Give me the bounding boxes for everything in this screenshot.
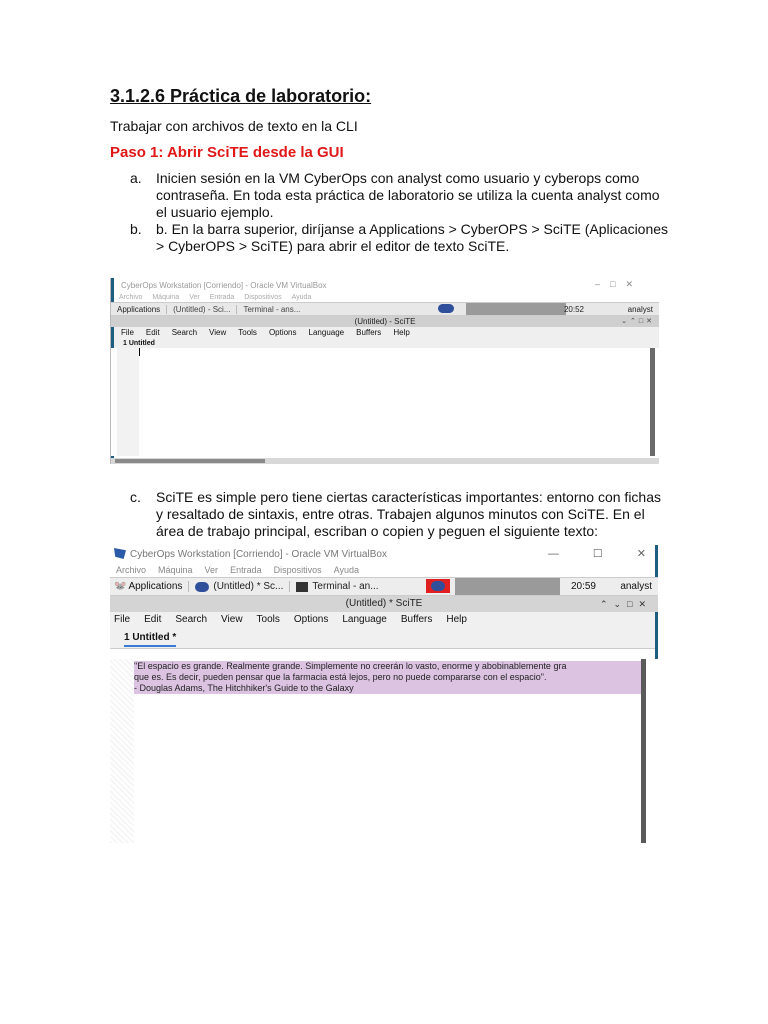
step-heading: Paso 1: Abrir SciTE desde la GUI (110, 144, 344, 161)
list-marker: b. (130, 221, 142, 237)
line-margin (110, 659, 134, 843)
vbox-menu-archivo[interactable]: Archivo (116, 565, 147, 575)
menu-help[interactable]: Help (393, 328, 410, 337)
scite-icon (195, 582, 209, 592)
editor-area[interactable] (110, 659, 658, 843)
scite-menubar (111, 327, 659, 338)
text-line: que es. Es decir, pueden pensar que la farmacia está lejos, pero no puede compararse con el espacio". (134, 672, 644, 683)
vbox-menu-ayuda[interactable]: Ayuda (291, 293, 312, 301)
list-item-text: Inicien sesión en la VM CyberOps con analyst como usuario y cyberops como contraseña. En toda esta práctica de laboratorio se utiliza la cuenta analyst como el usuario ejemplo. (156, 170, 660, 220)
vbox-menu-ver[interactable]: Ver (204, 565, 219, 575)
vbox-menu-ver[interactable]: Ver (189, 293, 200, 301)
task-scite[interactable]: (Untitled) - Sci... (166, 305, 236, 314)
vbox-menu-ayuda[interactable]: Ayuda (333, 565, 359, 575)
applications-menu[interactable]: Applications (117, 304, 161, 314)
menu-buffers[interactable]: Buffers (356, 328, 382, 337)
tab-untitled[interactable]: 1 Untitled (123, 340, 155, 350)
menu-edit[interactable]: Edit (145, 328, 160, 337)
menu-file[interactable]: File (121, 328, 134, 337)
window-controls[interactable]: –□✕ (595, 279, 643, 289)
list-item (130, 489, 670, 540)
menu-language[interactable]: Language (342, 614, 387, 625)
vbox-menu-entrada[interactable]: Entrada (230, 565, 262, 575)
vbox-title: CyberOps Workstation [Corriendo] - Oracle VM VirtualBox (130, 548, 387, 560)
vbox-titlebar (111, 278, 659, 292)
task-terminal[interactable] (289, 581, 384, 592)
menu-buffers[interactable]: Buffers (400, 614, 433, 625)
vbox-menu-archivo[interactable]: Archivo (119, 293, 143, 301)
applications-label: Applications (128, 581, 183, 592)
vbox-menu-dispositivos[interactable]: Dispositivos (273, 565, 322, 575)
instruction-list (130, 170, 670, 255)
list-item-text: b. En la barra superior, diríjanse a Applications > CyberOPS > SciTE (Aplicaciones > CyberOPS > SciTE) para abrir el editor de texto SciTE. (156, 221, 669, 254)
menu-tools[interactable]: Tools (256, 614, 280, 625)
text-line: - Douglas Adams, The Hitchhiker's Guide to the Galaxy (134, 683, 644, 694)
workspace-icon[interactable] (438, 304, 454, 313)
scite-window-controls[interactable]: ⌃⌄□✕ (599, 599, 652, 609)
virtualbox-icon (114, 548, 126, 559)
guest-taskbar (111, 302, 659, 316)
list-marker: a. (130, 170, 142, 186)
workspace-icon-highlighted[interactable] (426, 579, 450, 593)
menu-search[interactable]: Search (175, 614, 208, 625)
page-heading: 3.1.2.6 Práctica de laboratorio: (110, 86, 372, 106)
vertical-scrollbar[interactable] (641, 659, 646, 843)
menu-search[interactable]: Search (171, 328, 198, 337)
clock: 20:59 (570, 581, 596, 592)
instruction-list-continued (130, 489, 670, 540)
line-margin (117, 348, 139, 456)
scite-menubar (110, 612, 658, 628)
menu-edit[interactable]: Edit (144, 614, 162, 625)
task-scite[interactable] (188, 581, 289, 592)
applications-menu[interactable] (110, 581, 188, 592)
vbox-menu-maquina[interactable]: Máquina (152, 293, 180, 301)
globe-icon (431, 581, 445, 591)
scite-titlebar (111, 316, 659, 327)
vbox-menu-entrada[interactable]: Entrada (209, 293, 235, 301)
terminal-icon (296, 582, 308, 592)
vbox-menu-maquina[interactable]: Máquina (158, 565, 193, 575)
menu-options[interactable]: Options (293, 614, 329, 625)
tab-untitled-modified[interactable]: 1 Untitled * (124, 632, 176, 647)
editor-text[interactable] (134, 661, 644, 694)
list-item (130, 170, 670, 221)
vbox-titlebar (110, 545, 658, 563)
scite-titlebar (110, 596, 658, 612)
task-terminal-label: Terminal - an... (312, 581, 379, 592)
task-scite-label: (Untitled) * Sc... (213, 581, 284, 592)
user-label: analyst (627, 304, 653, 314)
menu-language[interactable]: Language (308, 328, 345, 337)
menu-tools[interactable]: Tools (238, 328, 257, 337)
text-caret (139, 348, 140, 356)
menu-view[interactable]: View (221, 614, 243, 625)
scite-window-controls[interactable]: ⌄⌃□✕ (621, 318, 655, 325)
list-item-text: SciTE es simple pero tiene ciertas características importantes: entorno con fichas y resaltado de sintaxis, entre otras. Trabajen algunos minutos con SciTE. En el área de trabajo principal, escriban o copien y peguen el siguiente texto: (156, 489, 661, 539)
mouse-icon: 🐭 (114, 581, 127, 592)
user-label: analyst (620, 581, 652, 592)
workspace-pager[interactable] (466, 303, 566, 315)
vbox-title: CyberOps Workstation [Corriendo] - Oracle VM VirtualBox (121, 280, 327, 290)
scite-window-title: (Untitled) - SciTE (354, 317, 416, 326)
menu-help[interactable]: Help (446, 614, 467, 625)
scite-tabbar (110, 628, 658, 649)
window-controls[interactable]: — ☐ ✕ (547, 548, 646, 560)
editor-area[interactable] (111, 348, 659, 456)
screenshot-scite-empty (110, 278, 659, 464)
menu-file[interactable]: File (114, 614, 131, 625)
guest-taskbar (110, 577, 658, 596)
clock: 20:52 (563, 304, 584, 314)
workspace-pager[interactable] (455, 578, 560, 595)
vbox-menubar (110, 563, 658, 577)
horizontal-scrollbar[interactable] (111, 458, 659, 464)
text-line: "El espacio es grande. Realmente grande. Simplemente no creerán lo vasto, enorme y abobinablemente gra (134, 661, 644, 672)
task-terminal[interactable]: Terminal - ans... (236, 305, 306, 314)
scite-window-title: (Untitled) * SciTE (345, 598, 423, 609)
vbox-menubar (111, 292, 659, 302)
list-marker: c. (130, 489, 141, 505)
list-item (130, 221, 670, 255)
screenshot-scite-with-text (110, 545, 658, 843)
menu-view[interactable]: View (209, 328, 227, 337)
vertical-scrollbar[interactable] (650, 348, 655, 456)
vbox-menu-dispositivos[interactable]: Dispositivos (244, 293, 282, 301)
menu-options[interactable]: Options (268, 328, 297, 337)
scrollbar-thumb[interactable] (115, 459, 265, 463)
page-subtitle: Trabajar con archivos de texto en la CLI (110, 118, 358, 134)
